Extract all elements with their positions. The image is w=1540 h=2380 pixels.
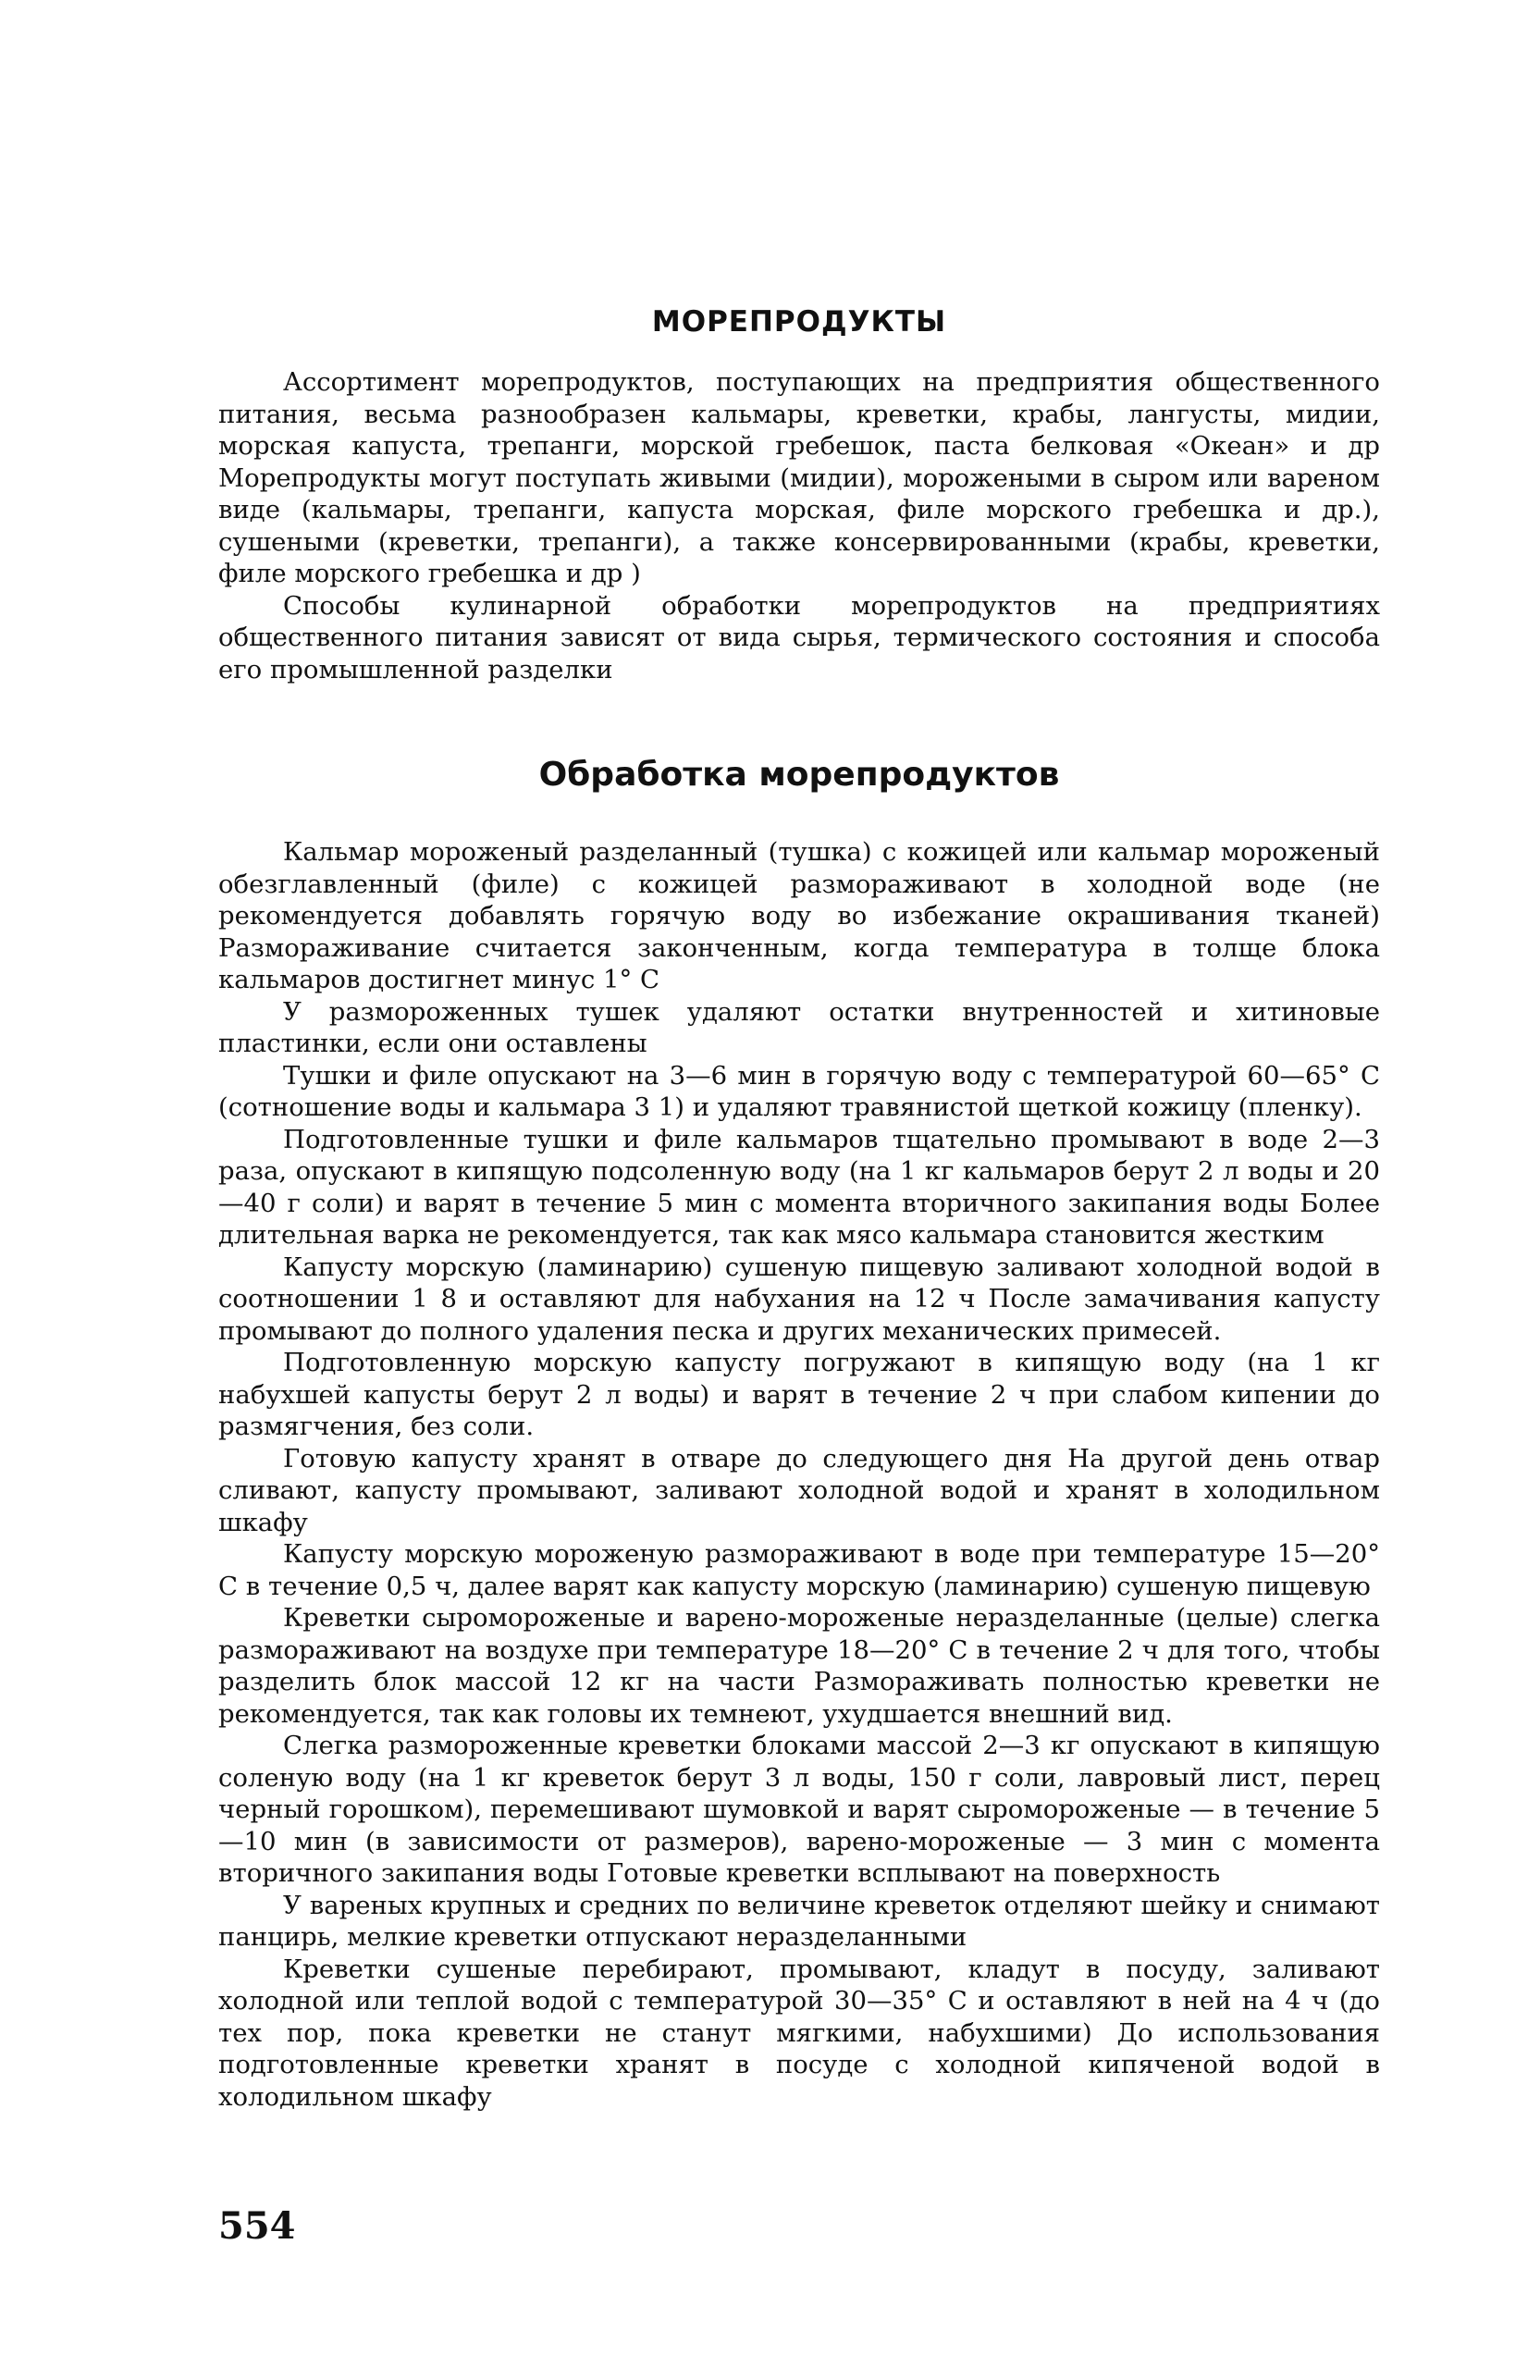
paragraph: Способы кулинарной обработки морепродуктов на предприятиях общественного питания зависят от вида сырья, термического состояния и способа его промышленной разделки: [218, 590, 1380, 684]
paragraph: Ассортимент морепродуктов, поступающих на предприятия общественного питания, весьма разнообразен кальмары, креветки, крабы, лангусты, мидии, морская капуста, трепанги, морской гребешок, паста белковая «Океан» и др Морепродукты могут поступать живыми (мидии), морожеными в сыром или вареном виде (кальмары, трепанги, капуста морская, филе морского гребешка и др.), сушеными (креветки, трепанги), а также консервированными (крабы, креветки, филе морского гребешка и др ): [218, 367, 1380, 588]
paragraph: Креветки сыромороженые и варено-мороженые неразделанные (целые) слегка размораживают на воздухе при температуре 18—20° С в течение 2 ч для того, чтобы разделить блок массой 12 кг на части Размораживать полностью креветки не рекомендуется, так как головы их темнеют, ухудшается внешний вид.: [218, 1603, 1380, 1729]
paragraph: У размороженных тушек удаляют остатки внутренностей и хитиновые пластинки, если они оставлены: [218, 996, 1380, 1058]
paragraph: Подготовленные тушки и филе кальмаров тщательно промывают в воде 2—3 раза, опускают в кипящую подсоленную воду (на 1 кг кальмаров берут 2 л воды и 20—40 г соли) и варят в течение 5 мин с момента вторичного закипания воды Более длительная варка не рекомендуется, так как мясо кальмара становится жестким: [218, 1124, 1380, 1250]
paragraph: Слегка размороженные креветки блоками массой 2—3 кг опускают в кипящую соленую воду (на 1 кг креветок берут 3 л воды, 150 г соли, лавровый лист, перец черный горошком), перемешивают шумовкой и варят сыромороженые — в течение 5—10 мин (в зависимости от размеров), варено-мороженые — 3 мин с момента вторичного закипания воды Готовые креветки всплывают на поверхность: [218, 1731, 1380, 1888]
intro-text: [218, 366, 1380, 685]
paragraph: Готовую капусту хранят в отваре до следующего дня На другой день отвар сливают, капусту промывают, заливают холодной водой и хранят в холодильном шкафу: [218, 1443, 1380, 1537]
page-number: 554: [218, 2204, 296, 2248]
paragraph: Креветки сушеные перебирают, промывают, кладут в посуду, заливают холодной или теплой водой с температурой 30—35° С и оставляют в ней на 4 ч (до тех пор, пока креветки не станут мягкими, набухшими) До использования подготовленные креветки хранят в посуде с холодной кипяченой водой в холодильном шкафу: [218, 1954, 1380, 2112]
body-text: [218, 836, 1380, 2113]
paragraph: Капусту морскую мороженую размораживают в воде при температуре 15—20° С в течение 0,5 ч, далее варят как капусту морскую (ламинарию) сушеную пищевую: [218, 1539, 1380, 1601]
page-content: [218, 305, 1380, 2113]
section-title: МОРЕПРОДУКТЫ: [651, 305, 947, 339]
paragraph: Тушки и филе опускают на 3—6 мин в горячую воду с температурой 60—65° С (сотношение воды и кальмара 3 1) и удаляют травянистой щеткой кожицу (пленку).: [218, 1060, 1380, 1122]
paragraph: Подготовленную морскую капусту погружают в кипящую воду (на 1 кг набухшей капусты берут 2 л воды) и варят в течение 2 ч при слабом кипении до размягчения, без соли.: [218, 1348, 1380, 1441]
paragraph: Кальмар мороженый разделанный (тушка) с кожицей или кальмар мороженый обезглавленный (филе) с кожицей размораживают в холодной воде (не рекомендуется добавлять горячую воду во избежание окрашивания тканей) Размораживание считается законченным, когда температура в толще блока кальмаров достигнет минус 1° С: [218, 837, 1380, 994]
paragraph: У вареных крупных и средних по величине креветок отделяют шейку и снимают панцирь, мелкие креветки отпускают неразделанными: [218, 1890, 1380, 1952]
subsection-title: Обработка морепродуктов: [538, 756, 1060, 794]
paragraph: Капусту морскую (ламинарию) сушеную пищевую заливают холодной водой в соотношении 1 8 и оставляют для набухания на 12 ч После замачивания капусту промывают до полного удаления песка и других механических примесей.: [218, 1252, 1380, 1346]
